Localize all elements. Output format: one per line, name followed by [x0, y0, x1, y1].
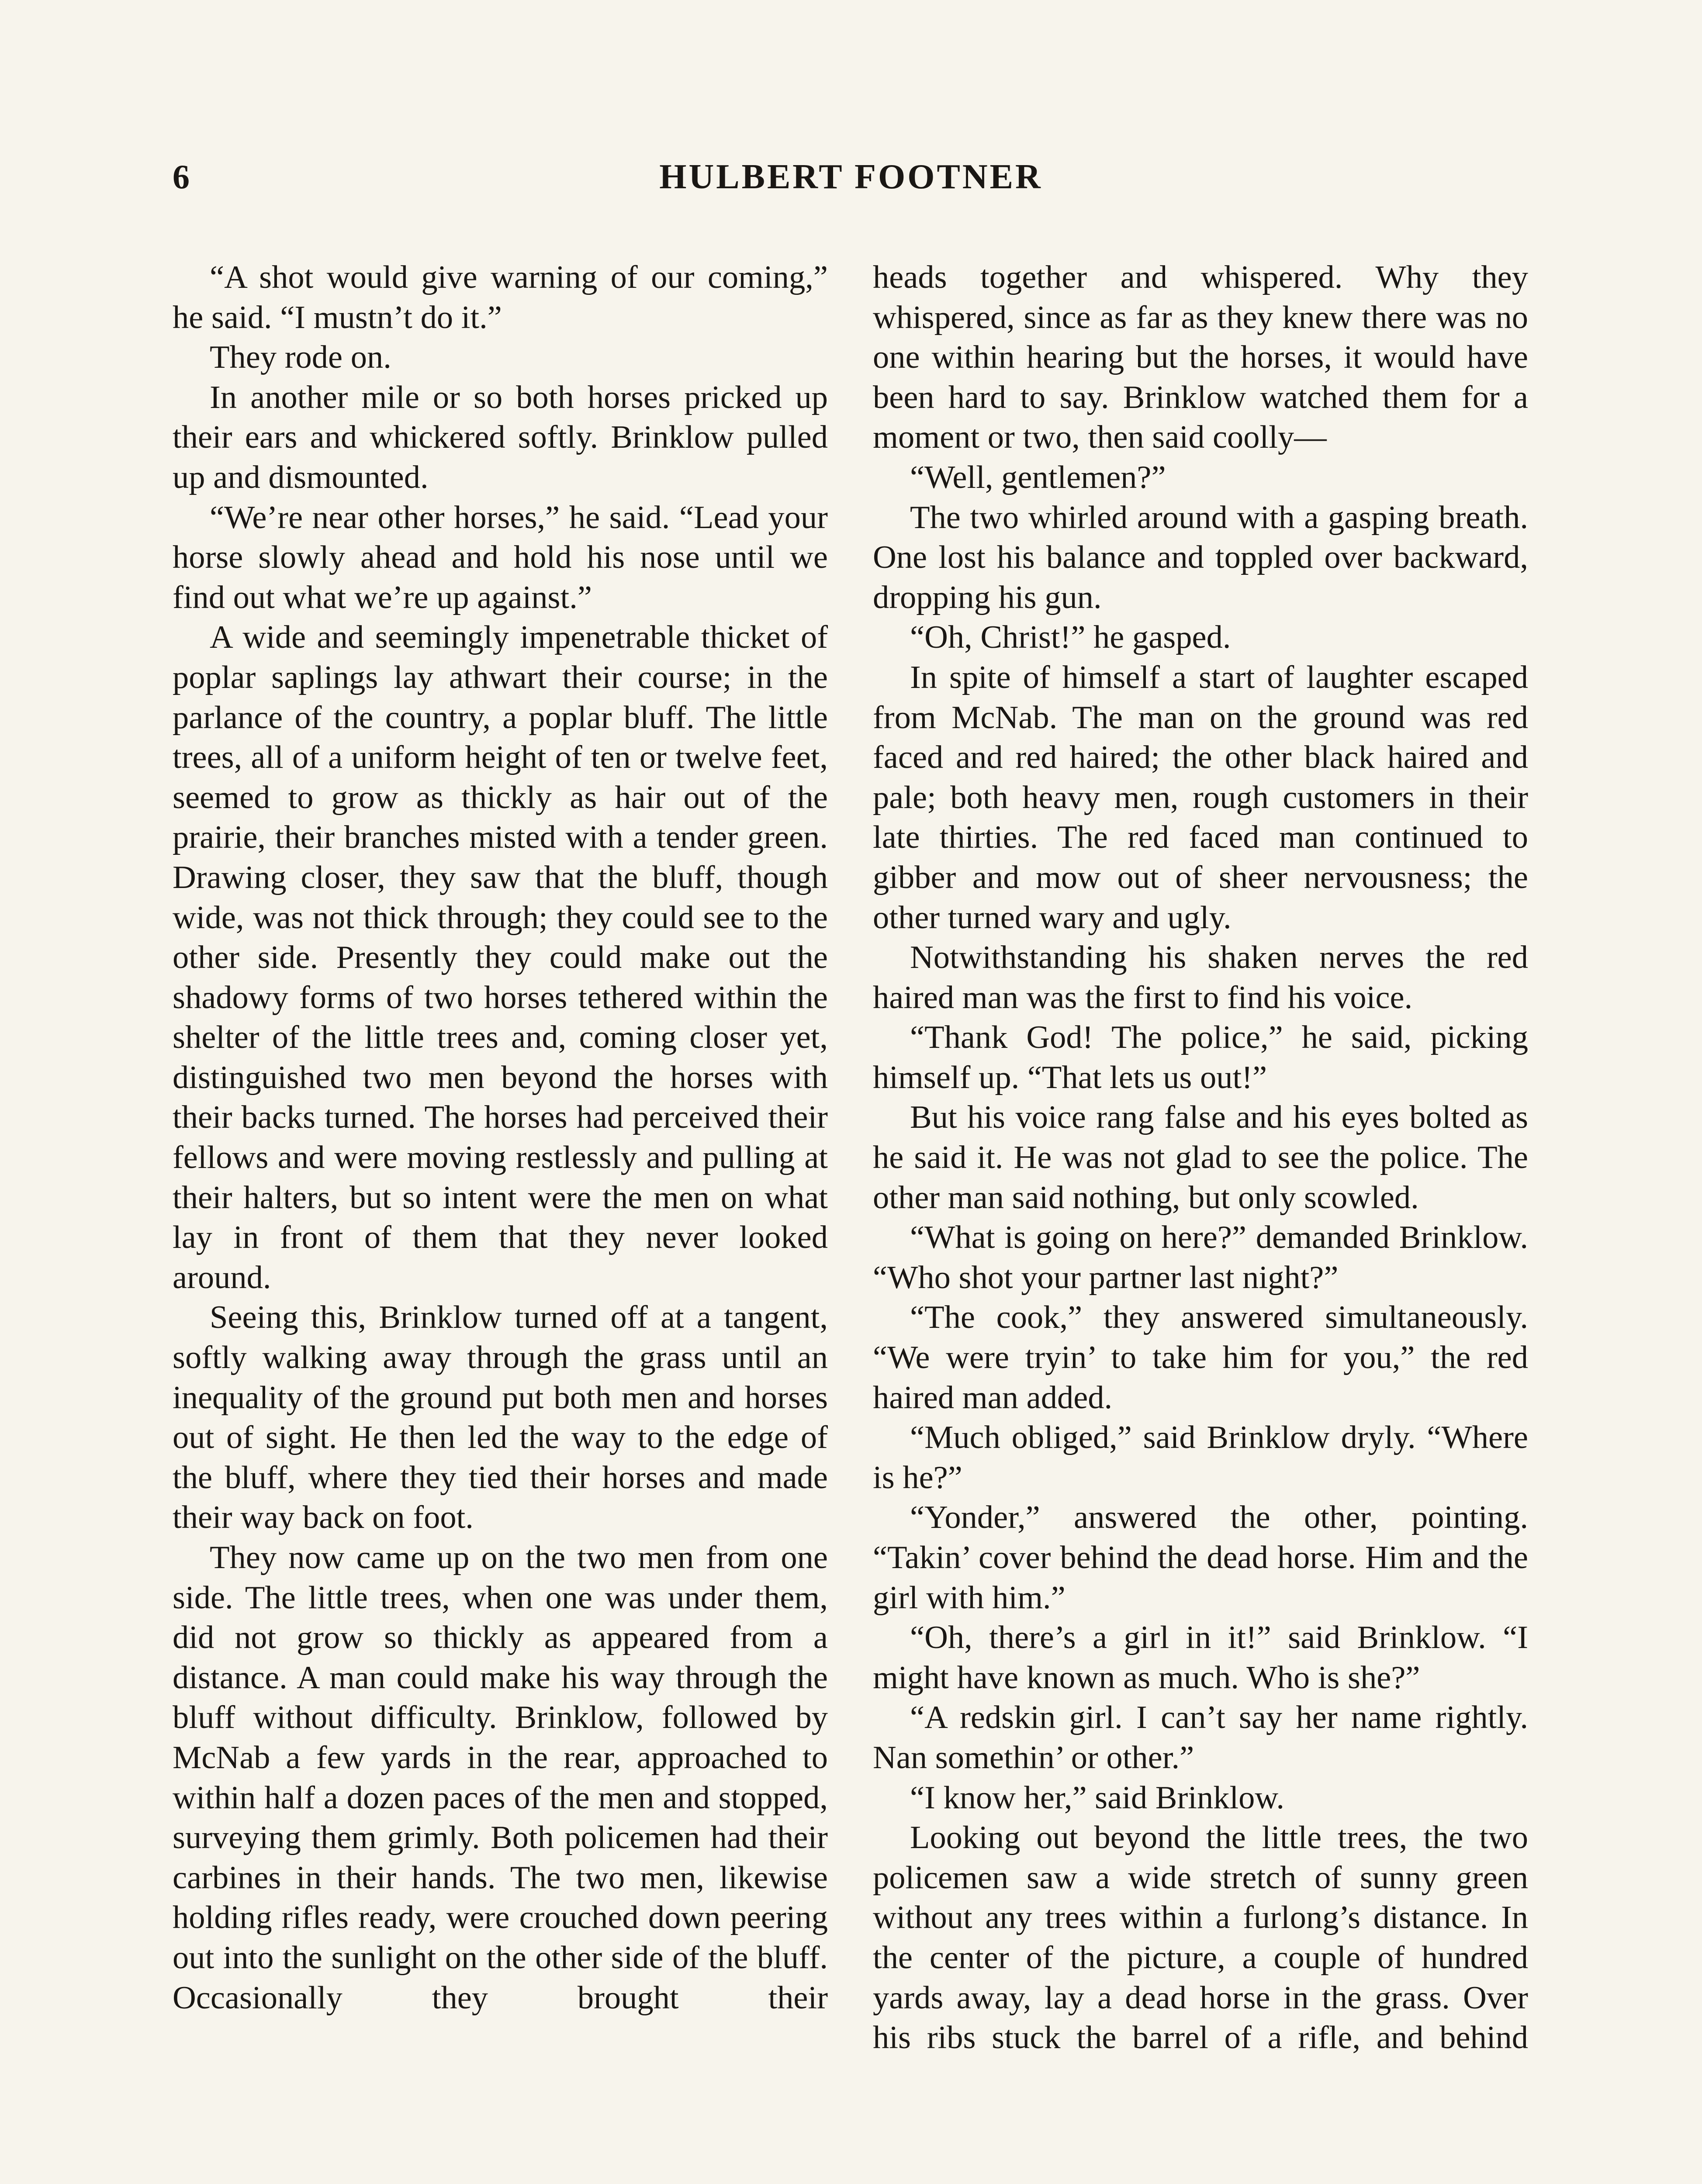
- text-column-right: [873, 258, 1528, 2058]
- paragraph: Seeing this, Brinklow turned off at a tangent, softly walking away through the grass until an inequality of the ground put both men and horses out of sight. He then led the way to the edge of the bluff, where they tied their horses and made their way back on foot.: [173, 1299, 828, 1536]
- paragraph: heads together and whispered. Why they whispered, since as far as they knew there was no one within hearing but the horses, it would have been hard to say. Brinklow watched them for a moment or two, then said coolly—: [873, 259, 1528, 456]
- paragraph: A wide and seemingly impenetrable thicket of poplar saplings lay athwart their course; in the parlance of the country, a poplar bluff. The little trees, all of a uniform height of ten or twelve feet, seemed to grow as thickly as hair out of the prairie, their branches misted with a tender green. Drawing closer, they saw that the bluff, though wide, was not thick through; they could see to the other side. Presently they could make out the shadowy forms of two horses tethered within the shelter of the little trees and, coming closer yet, distinguished two men beyond the horses with their backs turned. The horses had perceived their fellows and were moving restlessly and pulling at their halters, but so intent were the men on what lay in front of them that they never looked around.: [173, 619, 828, 1296]
- page-header: [173, 157, 1529, 210]
- text-column-left: [173, 258, 828, 2018]
- paragraph: “A redskin girl. I can’t say her name rightly. Nan somethin’ or other.”: [873, 1700, 1528, 1776]
- paragraph: “What is going on here?” demanded Brinklow. “Who shot your partner last night?”: [873, 1220, 1528, 1296]
- page-number: 6: [173, 158, 190, 196]
- paragraph: “Oh, there’s a girl in it!” said Brinklow. “I might have known as much. Who is she?”: [873, 1620, 1528, 1696]
- paragraph: “Much obliged,” said Brinklow dryly. “Where is he?”: [873, 1420, 1528, 1496]
- paragraph: In spite of himself a start of laughter escaped from McNab. The man on the ground was red faced and red haired; the other black haired and pale; both heavy men, rough customers in their late thirties. The red faced man continued to gibber and mow out of sheer nervousness; the other turned wary and ugly.: [873, 659, 1528, 936]
- paragraph: “Oh, Christ!” he gasped.: [910, 619, 1231, 656]
- paragraph: The two whirled around with a gasping breath. One lost his balance and toppled over backward, dropping his gun.: [873, 499, 1528, 615]
- paragraph: “We’re near other horses,” he said. “Lead your horse slowly ahead and hold his nose until we find out what we’re up against.”: [173, 499, 828, 615]
- paragraph: But his voice rang false and his eyes bolted as he said it. He was not glad to see the police. The other man said nothing, but only scowled.: [873, 1099, 1528, 1216]
- paragraph: “A shot would give warning of our coming,” he said. “I mustn’t do it.”: [173, 259, 828, 335]
- running-title: HULBERT FOOTNER: [659, 158, 1043, 196]
- paragraph: “Well, gentlemen?”: [910, 459, 1166, 495]
- paragraph: Looking out beyond the little trees, the two policemen saw a wide stretch of sunny green without any trees within a furlong’s distance. In the center of the picture, a couple of hundred yards away, lay a dead horse in the grass. Over his ribs stuck the barrel of a rifle, and behind: [873, 1820, 1528, 2056]
- paragraph: “The cook,” they answered simultaneously. “We were tryin’ to take him for you,” the red haired man added.: [873, 1299, 1528, 1416]
- paragraph: “Thank God! The police,” he said, picking himself up. “That lets us out!”: [873, 1019, 1528, 1095]
- paragraph: They now came up on the two men from one side. The little trees, when one was under them, did not grow so thickly as appeared from a distance. A man could make his way through the bluff without difficulty. Brinklow, followed by McNab a few yards in the rear, approached to within half a dozen paces of the men and stopped, surveying them grimly. Both policemen had their carbines in their hands. The two men, likewise holding rifles ready, were crouched down peering out into the sunlight on the other side of the bluff. Occasionally they brought their: [173, 1540, 828, 2016]
- paragraph: Notwithstanding his shaken nerves the red haired man was the first to find his voice.: [873, 940, 1528, 1016]
- paragraph: In another mile or so both horses pricked up their ears and whickered softly. Brinklow pulled up and dismounted.: [173, 379, 828, 495]
- paragraph: They rode on.: [210, 339, 391, 376]
- paragraph: “Yonder,” answered the other, pointing. “Takin’ cover behind the dead horse. Him and the girl with him.”: [873, 1500, 1528, 1616]
- paragraph: “I know her,” said Brinklow.: [910, 1780, 1285, 1816]
